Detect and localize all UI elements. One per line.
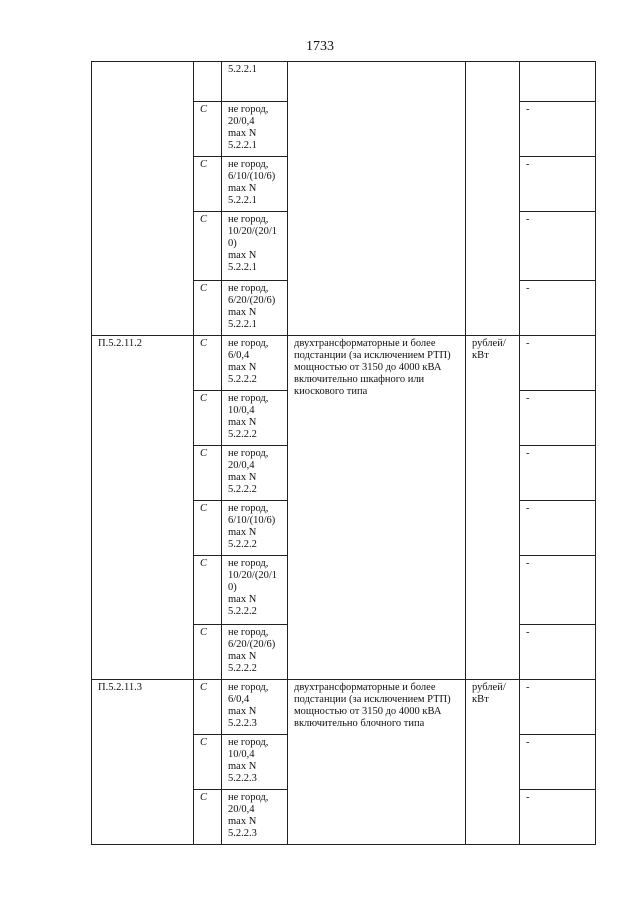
condition-cell: не город, 20/0,4 max N 5.2.2.3 — [222, 790, 288, 845]
condition-cell: не город, 10/20/(20/1 0) max N 5.2.2.1 — [222, 212, 288, 281]
value-cell — [520, 62, 596, 102]
condition-cell: не город, 6/20/(20/6) max N 5.2.2.2 — [222, 625, 288, 680]
table-row — [92, 680, 596, 735]
value-cell: - — [520, 391, 596, 446]
category-cell: С — [194, 281, 222, 336]
item-code-cell: П.5.2.11.2 — [92, 336, 194, 680]
category-cell: С — [194, 446, 222, 501]
value-cell: - — [520, 501, 596, 556]
condition-cell: не город, 6/10/(10/6) max N 5.2.2.1 — [222, 157, 288, 212]
condition-cell: не город, 6/0,4 max N 5.2.2.2 — [222, 336, 288, 391]
condition-cell: не город, 10/20/(20/1 0) max N 5.2.2.2 — [222, 556, 288, 625]
unit-cell: рублей/ кВт — [466, 680, 520, 845]
table-row — [92, 62, 596, 102]
condition-cell: не город, 6/0,4 max N 5.2.2.3 — [222, 680, 288, 735]
item-code-cell: П.5.2.11.3 — [92, 680, 194, 845]
condition-cell: не город, 10/0,4 max N 5.2.2.3 — [222, 735, 288, 790]
value-cell: - — [520, 556, 596, 625]
value-cell: - — [520, 157, 596, 212]
value-cell: - — [520, 680, 596, 735]
category-cell: С — [194, 157, 222, 212]
condition-cell: не город, 6/10/(10/6) max N 5.2.2.2 — [222, 501, 288, 556]
item-code-cell — [92, 62, 194, 336]
page-number: 1733 — [306, 39, 334, 54]
value-cell: - — [520, 790, 596, 845]
category-cell: С — [194, 556, 222, 625]
table-row — [92, 336, 596, 391]
category-cell: С — [194, 790, 222, 845]
category-cell: С — [194, 212, 222, 281]
condition-cell: не город, 20/0,4 max N 5.2.2.1 — [222, 102, 288, 157]
category-cell: С — [194, 336, 222, 391]
category-cell: С — [194, 501, 222, 556]
description-cell: двухтрансформаторные и более подстанции (за исключением РТП) мощностью от 3150 до 4000 кВА включительно блочного типа — [288, 680, 466, 845]
condition-cell: не город, 10/0,4 max N 5.2.2.2 — [222, 391, 288, 446]
description-cell: двухтрансформаторные и более подстанции (за исключением РТП) мощностью от 3150 до 4000 кВА включительно шкафного или киоскового типа — [288, 336, 466, 680]
condition-cell: не город, 20/0,4 max N 5.2.2.2 — [222, 446, 288, 501]
value-cell: - — [520, 336, 596, 391]
category-cell: С — [194, 391, 222, 446]
condition-cell: не город, 6/20/(20/6) max N 5.2.2.1 — [222, 281, 288, 336]
unit-cell: рублей/ кВт — [466, 336, 520, 680]
value-cell: - — [520, 102, 596, 157]
value-cell: - — [520, 735, 596, 790]
category-cell: С — [194, 680, 222, 735]
unit-cell — [466, 62, 520, 336]
value-cell: - — [520, 446, 596, 501]
condition-cell: 5.2.2.1 — [222, 62, 288, 102]
category-cell: С — [194, 735, 222, 790]
value-cell: - — [520, 212, 596, 281]
value-cell: - — [520, 625, 596, 680]
value-cell: - — [520, 281, 596, 336]
category-cell: С — [194, 102, 222, 157]
category-cell — [194, 62, 222, 102]
description-cell — [288, 62, 466, 336]
category-cell: С — [194, 625, 222, 680]
tariff-table — [91, 61, 596, 845]
